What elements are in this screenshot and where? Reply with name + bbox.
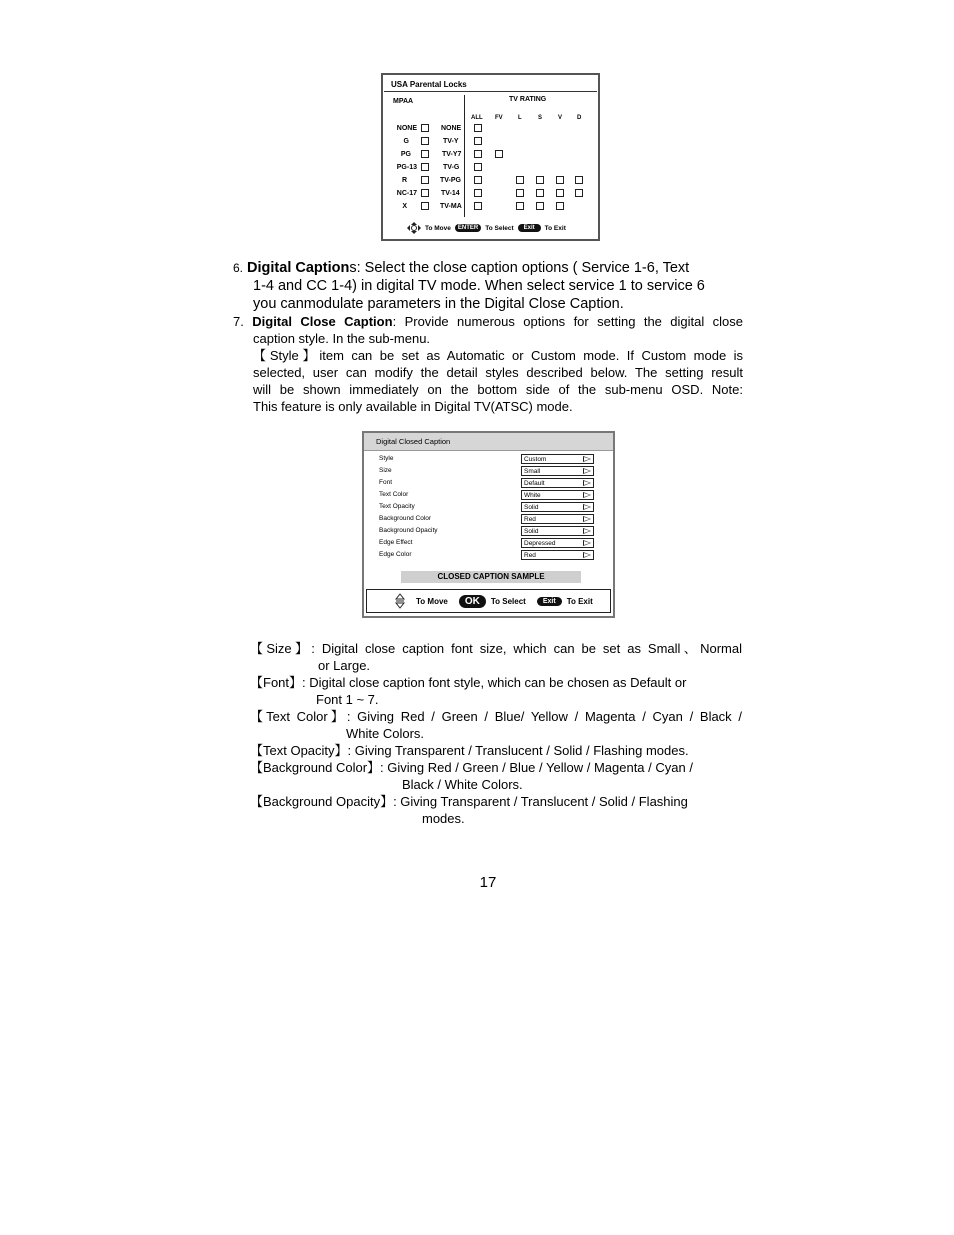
- col-header-s: S: [538, 115, 543, 121]
- dcc-label-edge-effect: Edge Effect: [379, 539, 413, 546]
- desc-size-line-1: 【Size】: Digital close caption font size, which can be set as Small、Normal: [250, 641, 742, 656]
- item-7-line-4: selected, user can modify the detail styles described below. The setting result: [253, 365, 743, 380]
- digital-closed-caption-panel: [362, 431, 615, 618]
- ok-key-badge: OK: [459, 595, 486, 608]
- dcc-value-edge-effect[interactable]: [521, 538, 594, 548]
- desc-background-color-line-2: Black / White Colors.: [402, 777, 523, 792]
- tv-label-tv14: TV-14: [441, 190, 460, 197]
- mpaa-label-r: R: [401, 177, 407, 184]
- tv-checkbox-tvma-s[interactable]: [536, 202, 544, 210]
- mpaa-checkbox-x[interactable]: [421, 202, 429, 210]
- parental-locks-panel: [381, 73, 600, 241]
- item-6-line-3: you canmodulate parameters in the Digital Close Caption.: [253, 296, 624, 312]
- column-divider: [464, 95, 465, 217]
- dcc-footer-move-text: To Move: [416, 596, 448, 606]
- tv-checkbox-tv14-d[interactable]: [575, 189, 583, 197]
- dcc-label-size: Size: [379, 467, 392, 474]
- dcc-value-edge-effect-text: Depressed: [524, 540, 556, 547]
- dcc-value-background-opacity-text: Solid: [524, 528, 539, 535]
- mpaa-label-pg13: PG-13: [396, 164, 417, 171]
- col-header-l: L: [518, 115, 522, 121]
- exit-key-badge: Exit: [518, 224, 541, 232]
- dcc-label-background-color: Background Color: [379, 515, 432, 522]
- mpaa-label-nc17: NC-17: [396, 190, 417, 197]
- tv-checkbox-tvpg-s[interactable]: [536, 176, 544, 184]
- mpaa-checkbox-g[interactable]: [421, 137, 429, 145]
- dcc-value-background-opacity[interactable]: [521, 526, 594, 536]
- tv-label-tvpg: TV-PG: [440, 177, 462, 184]
- item-7-line-5: will be shown immediately on the bottom side of the sub-menu OSD. Note:: [253, 382, 743, 397]
- item-7: [233, 313, 743, 415]
- dcc-value-style[interactable]: [521, 454, 594, 464]
- tv-checkbox-tv14-v[interactable]: [556, 189, 564, 197]
- arrow-right-icon: [583, 528, 591, 534]
- dcc-value-size[interactable]: [521, 466, 594, 476]
- tv-label-tvy: TV-Y: [443, 138, 459, 145]
- tv-checkbox-tvpg-v[interactable]: [556, 176, 564, 184]
- dcc-value-size-text: Small: [524, 468, 541, 475]
- dcc-label-style: Style: [379, 455, 394, 462]
- dcc-footer-exit-text: To Exit: [566, 596, 593, 606]
- tv-label-tvg: TV-G: [443, 164, 460, 171]
- arrow-right-icon: [583, 480, 591, 486]
- desc-size-line-2: or Large.: [318, 658, 371, 673]
- tv-checkbox-tvma-all[interactable]: [474, 202, 482, 210]
- dcc-value-background-color[interactable]: [521, 514, 594, 524]
- tv-label-tvma: TV-MA: [440, 203, 462, 210]
- dcc-value-text-opacity[interactable]: [521, 502, 594, 512]
- mpaa-checkbox-nc17[interactable]: [421, 189, 429, 197]
- mpaa-header: MPAA: [393, 98, 414, 105]
- item-6-line-2: 1-4 and CC 1-4) in digital TV mode. When select service 1 to service 6: [253, 278, 705, 294]
- item-7-line-2: caption style. In the sub-menu.: [253, 331, 431, 346]
- dcc-value-style-text: Custom: [524, 456, 547, 463]
- tv-checkbox-tvpg-l[interactable]: [516, 176, 524, 184]
- arrow-right-icon: [583, 540, 591, 546]
- desc-background-opacity-line-2: modes.: [422, 811, 465, 826]
- dcc-value-font[interactable]: [521, 478, 594, 488]
- dcc-title: Digital Closed Caption: [376, 437, 451, 446]
- footer-select-text: To Select: [485, 224, 514, 232]
- arrow-right-icon: [583, 456, 591, 462]
- item-6: [233, 259, 753, 313]
- parental-locks-title: USA Parental Locks: [391, 80, 467, 89]
- mpaa-label-none: NONE: [396, 125, 417, 132]
- tv-checkbox-tvpg-d[interactable]: [575, 176, 583, 184]
- item-6-term: Digital Caption: [247, 260, 350, 276]
- dcc-footer: [366, 589, 611, 613]
- dcc-exit-key-badge: Exit: [537, 597, 562, 606]
- dcc-label-text-opacity: Text Opacity: [379, 503, 415, 510]
- dcc-label-text-color: Text Color: [379, 491, 409, 498]
- page-number: 17: [479, 874, 497, 891]
- title-divider: [384, 91, 597, 92]
- tv-checkbox-tvma-l[interactable]: [516, 202, 524, 210]
- tv-checkbox-tvy7-fv[interactable]: [495, 150, 503, 158]
- mpaa-checkbox-none[interactable]: [421, 124, 429, 132]
- item-7-line-1: : Provide numerous options for setting the digital close: [392, 314, 744, 329]
- col-header-d: D: [577, 115, 582, 121]
- caption-sample: CLOSED CAPTION SAMPLE: [401, 571, 581, 583]
- up-down-arrows-icon: [395, 593, 405, 609]
- parental-locks-footer: [407, 222, 566, 234]
- desc-background-color-line-1: 【Background Color】: Giving Red / Green / Blue / Yellow / Magenta / Cyan /: [250, 760, 693, 775]
- footer-move-text: To Move: [425, 224, 451, 232]
- item-7-line-3: 【Style】item can be set as Automatic or Custom mode. If Custom mode is: [253, 348, 743, 363]
- directional-pad-icon: [407, 222, 421, 234]
- tv-label-tvy7: TV-Y7: [442, 151, 462, 158]
- dcc-value-background-color-text: Red: [524, 516, 536, 523]
- dcc-value-text-color-text: White: [524, 492, 541, 499]
- arrow-right-icon: [583, 504, 591, 510]
- footer-exit-text: To Exit: [544, 224, 566, 232]
- dcc-value-text-opacity-text: Solid: [524, 504, 539, 511]
- mpaa-label-pg: PG: [400, 151, 411, 158]
- tv-label-none: NONE: [441, 125, 462, 132]
- item-7-line-6: This feature is only available in Digital TV(ATSC) mode.: [253, 399, 573, 414]
- tv-checkbox-tv14-l[interactable]: [516, 189, 524, 197]
- item-6-line-1: s: Select the close caption options ( Service 1-6, Text: [349, 260, 690, 276]
- arrow-right-icon: [583, 468, 591, 474]
- desc-font-line-1: 【Font】: Digital close caption font style, which can be chosen as Default or: [250, 675, 687, 690]
- desc-text-color-line-1: 【Text Color】: Giving Red / Green / Blue/ Yellow / Magenta / Cyan / Black /: [250, 709, 742, 724]
- mpaa-label-g: G: [403, 138, 409, 145]
- col-header-v: V: [558, 115, 563, 121]
- item-6-number: 6.: [233, 261, 244, 275]
- mpaa-label-x: X: [402, 203, 407, 210]
- dcc-label-font: Font: [379, 479, 393, 486]
- col-header-all: ALL: [471, 115, 483, 121]
- mpaa-checkbox-pg[interactable]: [421, 150, 429, 158]
- tv-checkbox-tv14-all[interactable]: [474, 189, 482, 197]
- enter-key-badge: ENTER: [455, 224, 481, 232]
- desc-text-color-line-2: White Colors.: [346, 726, 425, 741]
- item-7-number: 7.: [233, 314, 244, 329]
- tv-checkbox-tvma-v[interactable]: [556, 202, 564, 210]
- col-header-fv: FV: [495, 115, 503, 121]
- desc-text-opacity-line-1: 【Text Opacity】: Giving Transparent / Translucent / Solid / Flashing modes.: [250, 743, 689, 758]
- mpaa-checkbox-r[interactable]: [421, 176, 429, 184]
- option-descriptions: [250, 640, 742, 827]
- desc-background-opacity-line-1: 【Background Opacity】: Giving Transparent / Translucent / Solid / Flashing: [250, 794, 688, 809]
- dcc-label-edge-color: Edge Color: [379, 551, 412, 558]
- tv-checkbox-tvy-all[interactable]: [474, 137, 482, 145]
- tv-rating-header: TV RATING: [509, 96, 547, 103]
- tv-checkbox-none-all[interactable]: [474, 124, 482, 132]
- item-7-term: Digital Close Caption: [252, 314, 393, 329]
- tv-checkbox-tvg-all[interactable]: [474, 163, 482, 171]
- dcc-value-font-text: Default: [524, 480, 545, 487]
- tv-checkbox-tv14-s[interactable]: [536, 189, 544, 197]
- mpaa-checkbox-pg13[interactable]: [421, 163, 429, 171]
- dcc-footer-select-text: To Select: [490, 596, 526, 606]
- dcc-label-background-opacity: Background Opacity: [379, 527, 438, 534]
- dcc-value-edge-color-text: Red: [524, 552, 536, 559]
- dcc-value-edge-color[interactable]: [521, 550, 594, 560]
- arrow-right-icon: [583, 516, 591, 522]
- tv-checkbox-tvy7-all[interactable]: [474, 150, 482, 158]
- desc-font-line-2: Font 1 ~ 7.: [316, 692, 379, 707]
- dcc-header: [364, 433, 613, 451]
- arrow-right-icon: [583, 552, 591, 558]
- tv-checkbox-tvpg-all[interactable]: [474, 176, 482, 184]
- arrow-right-icon: [583, 492, 591, 498]
- dcc-value-text-color[interactable]: [521, 490, 594, 500]
